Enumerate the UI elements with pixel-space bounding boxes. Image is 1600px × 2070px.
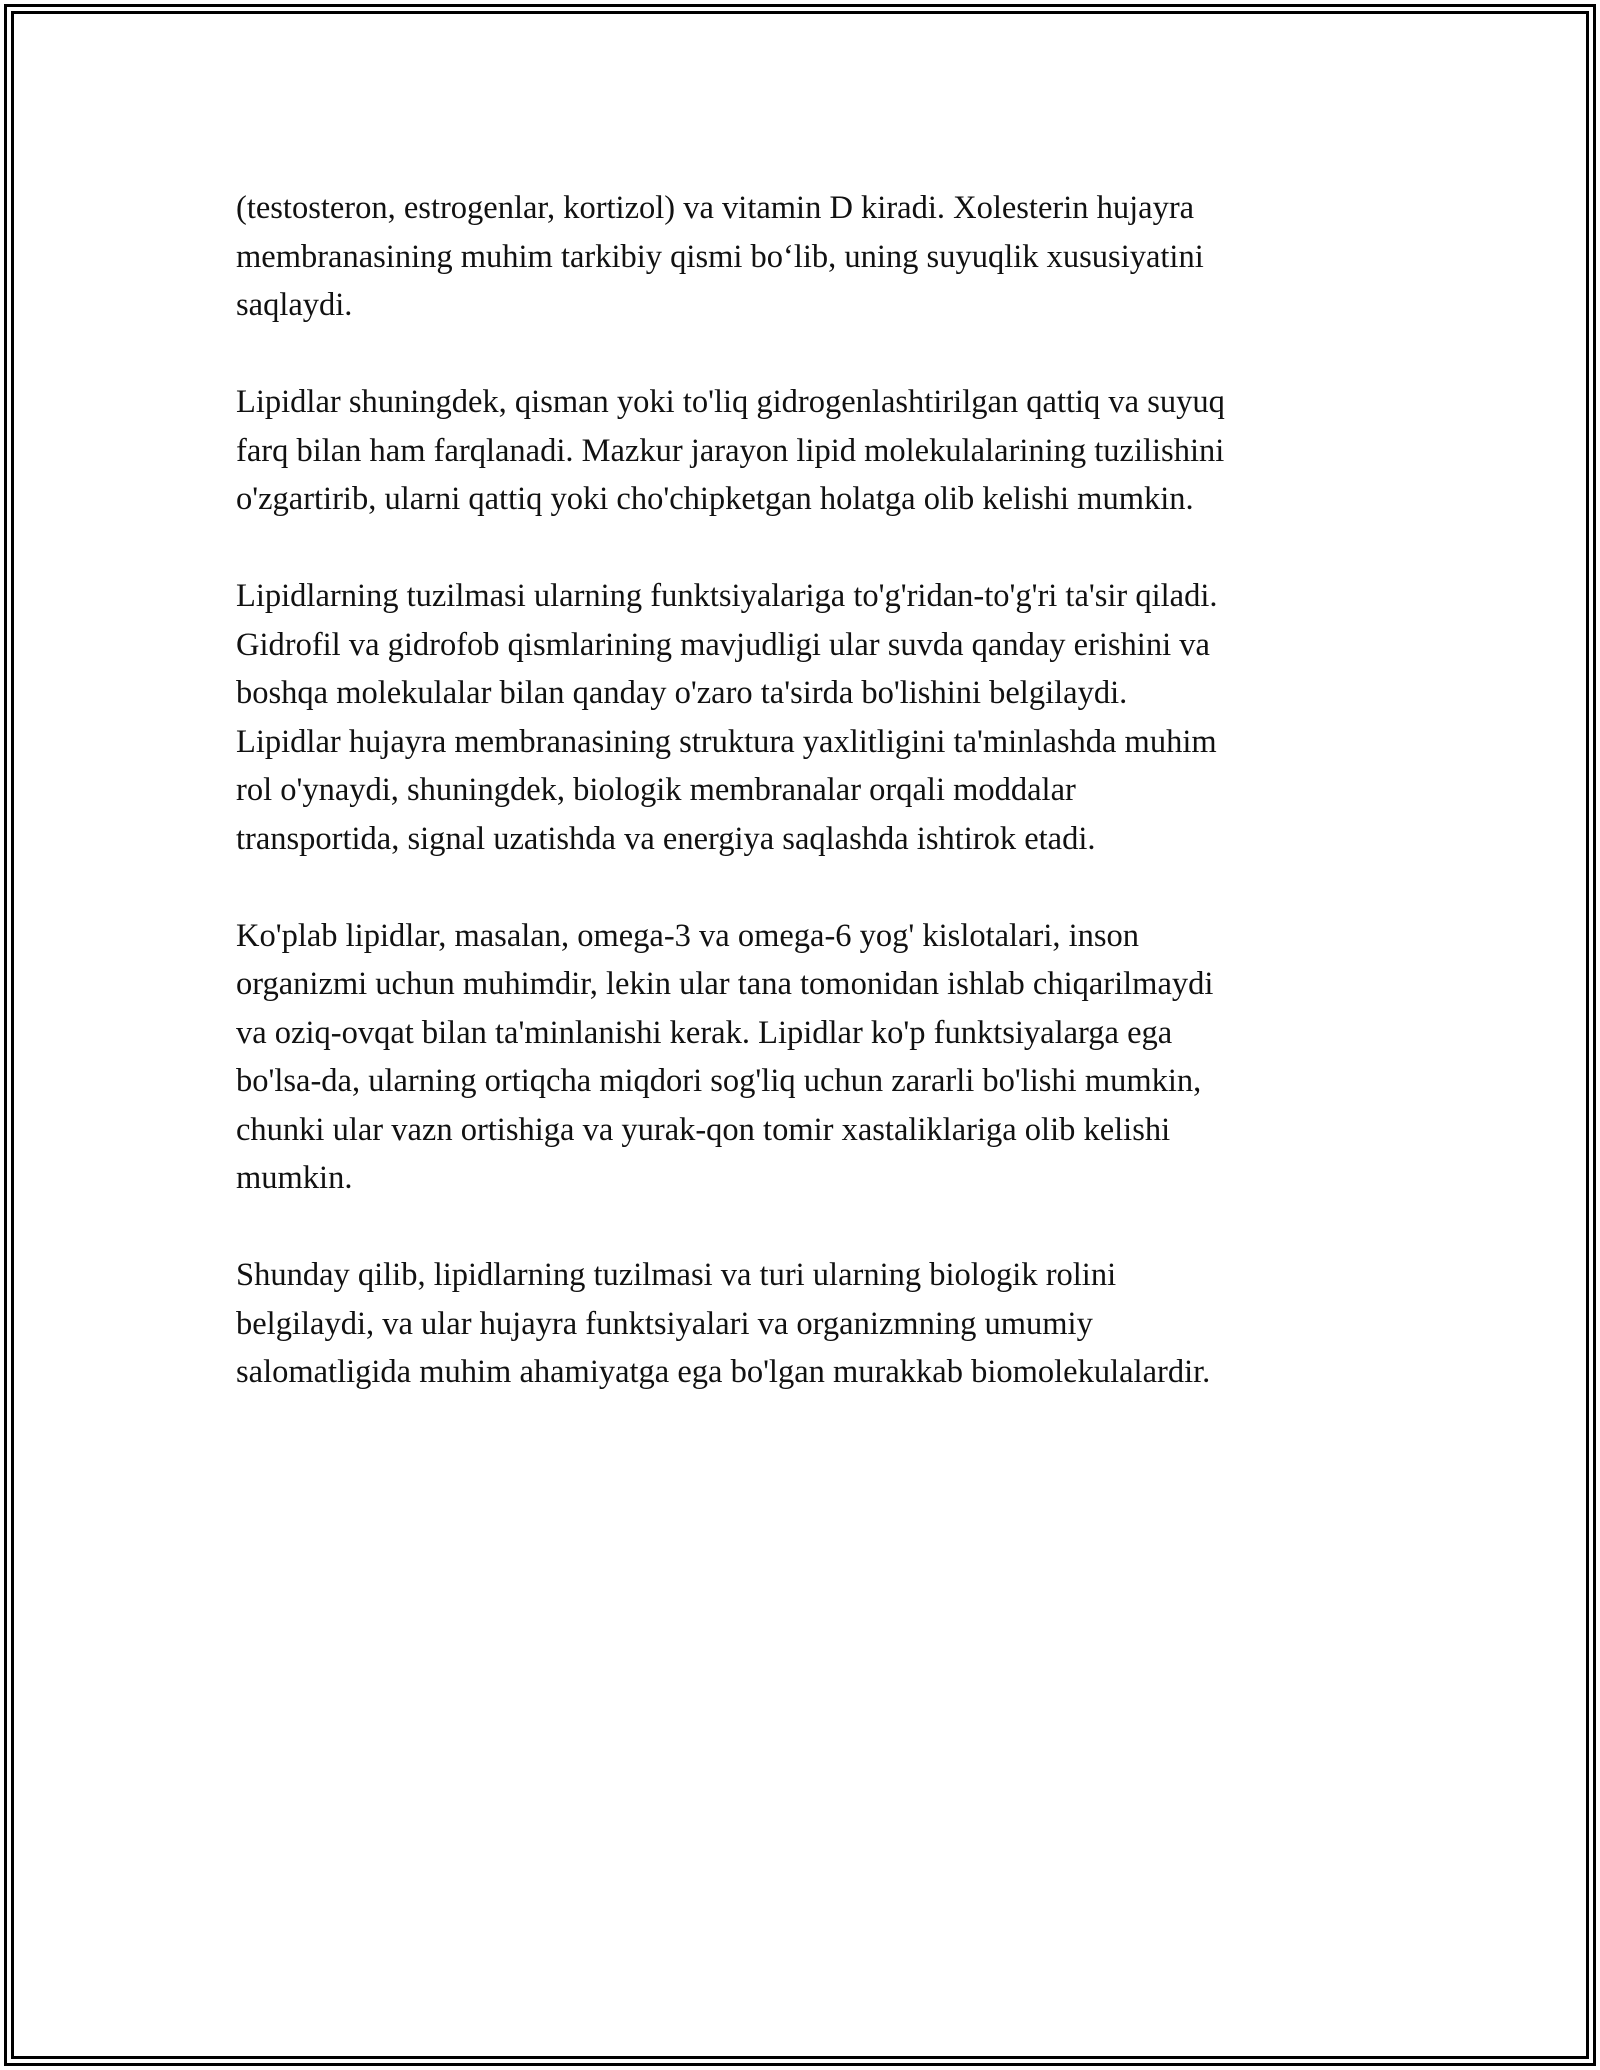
text-line: o'zgartirib, ularni qattiq yoki cho'chipketgan holatga olib kelishi mumkin. [236, 481, 1194, 517]
text-line: Gidrofil va gidrofob qismlarining mavjudligi ular suvda qanday erishini va [236, 626, 1210, 663]
text-line: Lipidlarning tuzilmasi ularning funktsiyalariga to'g'ridan-to'g'ri ta'sir qiladi. [236, 578, 1218, 614]
text-line: chunki ular vazn ortishiga va yurak-qon tomir xastaliklariga olib kelishi [236, 1111, 1171, 1148]
document-body [236, 184, 1366, 1445]
text-line: salomatligida muhim ahamiyatga ega bo'lgan murakkab biomolekulalardir. [236, 1354, 1211, 1390]
text-line: Shunday qilib, lipidlarning tuzilmasi va turi ularning biologik rolini [236, 1257, 1117, 1293]
text-line: boshqa molekulalar bilan qanday o'zaro ta'sirda bo'lishini belgilaydi. [236, 675, 1128, 711]
paragraph-5 [236, 1251, 1366, 1397]
paragraph-4 [236, 912, 1366, 1203]
text-line: Lipidlar shuningdek, qisman yoki to'liq gidrogenlashtirilgan qattiq va suyuq [236, 384, 1225, 420]
paragraph-1 [236, 184, 1366, 330]
paragraph-3 [236, 572, 1366, 863]
paragraph-2 [236, 378, 1366, 524]
text-line: transportida, signal uzatishda va energiya saqlashda ishtirok etadi. [236, 820, 1096, 857]
text-line: Ko'plab lipidlar, masalan, omega-3 va omega-6 yog' kislotalari, inson [236, 917, 1140, 954]
text-line: organizmi uchun muhimdir, lekin ular tana tomonidan ishlab chiqarilmaydi [236, 966, 1214, 1002]
text-line: membranasining muhim tarkibiy qismi bo‘lib, uning suyuqlik xususiyatini [236, 238, 1204, 275]
text-line: rol o'ynaydi, shuningdek, biologik membranalar orqali moddalar [236, 772, 1076, 808]
text-line: belgilaydi, va ular hujayra funktsiyalari va organizmning umumiy [236, 1305, 1093, 1342]
text-line: farq bilan ham farqlanadi. Mazkur jarayon lipid molekulalarining tuzilishini [236, 432, 1225, 469]
text-line: Lipidlar hujayra membranasining struktura yaxlitligini ta'minlashda muhim [236, 723, 1217, 760]
text-line: bo'lsa-da, ularning ortiqcha miqdori sog'liq uchun zararli bo'lishi mumkin, [236, 1063, 1202, 1099]
text-line: mumkin. [236, 1160, 353, 1196]
text-line: (testosteron, estrogenlar, kortizol) va vitamin D kiradi. Xolesterin hujayra [236, 190, 1195, 226]
text-line: va oziq-ovqat bilan ta'minlanishi kerak. Lipidlar ko'p funktsiyalarga ega [236, 1014, 1173, 1051]
text-line: saqlaydi. [236, 287, 353, 323]
